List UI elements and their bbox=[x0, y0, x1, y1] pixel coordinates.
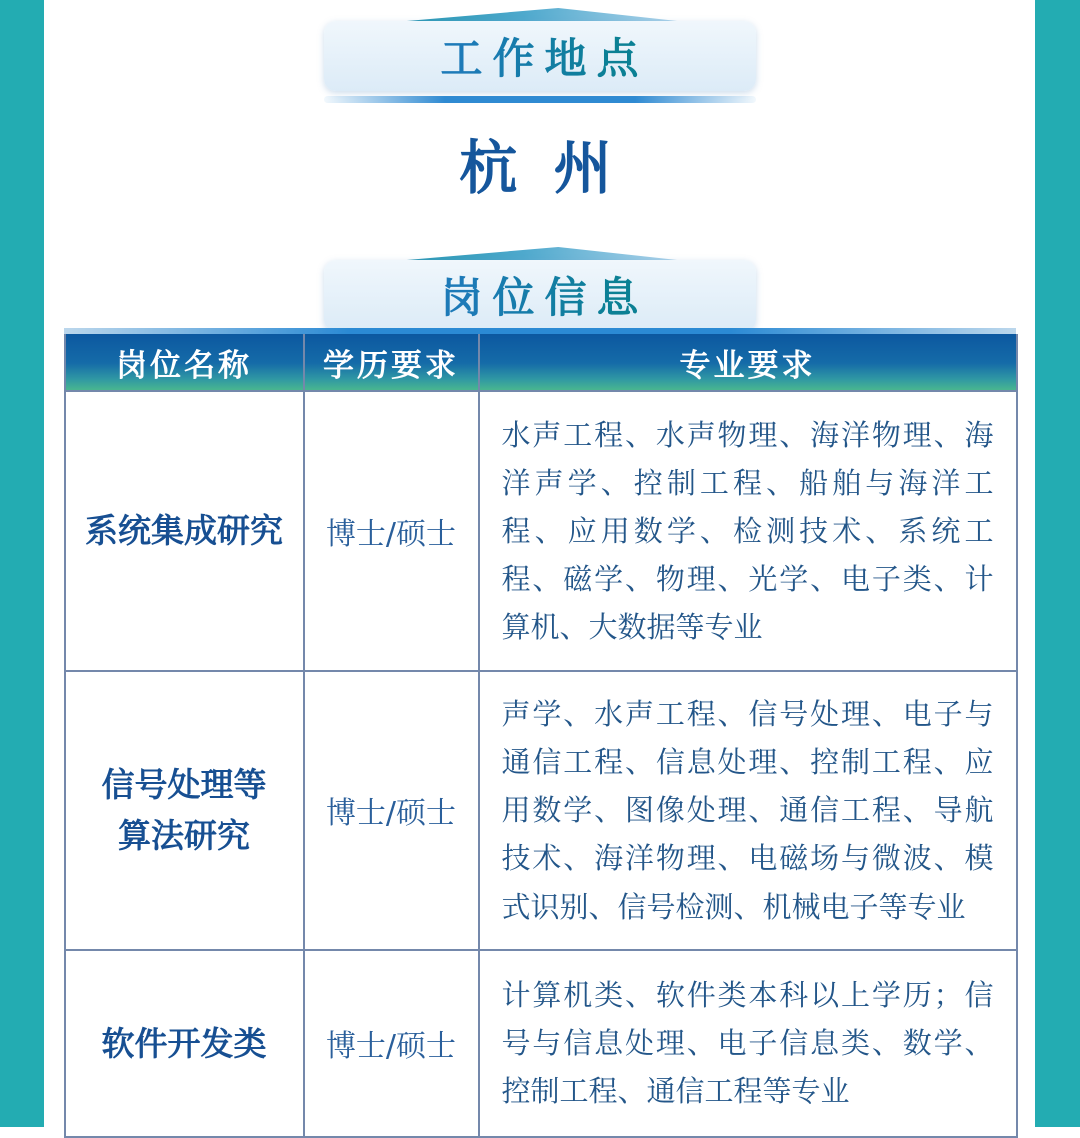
poster-content bbox=[44, 0, 1035, 1127]
table-header-position: 岗位名称 bbox=[65, 334, 304, 391]
position-name bbox=[65, 671, 304, 950]
table-row bbox=[65, 671, 1017, 950]
education-requirement: 博士/硕士 bbox=[304, 950, 479, 1137]
jobs-badge bbox=[324, 247, 756, 330]
location-badge bbox=[324, 8, 756, 103]
jobs-badge-body bbox=[324, 260, 756, 330]
table-row bbox=[65, 950, 1017, 1137]
jobs-table bbox=[64, 334, 1018, 1138]
location-badge-body bbox=[324, 21, 756, 91]
position-name bbox=[65, 950, 304, 1137]
table-row bbox=[65, 391, 1017, 671]
majors-requirement: 计算机类、软件类本科以上学历；信号与信息处理、电子信息类、数学、控制工程、通信工程等专业 bbox=[479, 950, 1017, 1137]
position-name-line: 软件开发类 bbox=[101, 1023, 267, 1063]
table-header-row bbox=[65, 334, 1017, 391]
location-badge-underline bbox=[324, 96, 756, 103]
jobs-badge-title: 岗位信息 bbox=[430, 265, 648, 325]
city-name: 杭 州 bbox=[459, 134, 620, 202]
majors-requirement: 水声工程、水声物理、海洋物理、海洋声学、控制工程、船舶与海洋工程、应用数学、检测技术、系统工程、磁学、物理、光学、电子类、计算机、大数据等专业 bbox=[479, 391, 1017, 671]
position-name-line: 系统集成研究 bbox=[85, 511, 283, 551]
table-header-education: 学历要求 bbox=[304, 334, 479, 391]
location-badge-title: 工作地点 bbox=[430, 26, 648, 86]
left-teal-band bbox=[0, 0, 44, 1127]
position-name-line: 算法研究 bbox=[118, 816, 250, 856]
education-requirement: 博士/硕士 bbox=[304, 671, 479, 950]
jobs-table-area bbox=[64, 328, 1016, 1138]
education-requirement: 博士/硕士 bbox=[304, 391, 479, 671]
position-name bbox=[65, 391, 304, 671]
position-name-line: 信号处理等 bbox=[101, 765, 267, 805]
majors-requirement: 声学、水声工程、信号处理、电子与通信工程、信息处理、控制工程、应用数学、图像处理、通信工程、导航技术、海洋物理、电磁场与微波、模式识别、信号检测、机械电子等专业 bbox=[479, 671, 1017, 950]
right-teal-band bbox=[1035, 0, 1080, 1127]
table-header-majors: 专业要求 bbox=[479, 334, 1017, 391]
